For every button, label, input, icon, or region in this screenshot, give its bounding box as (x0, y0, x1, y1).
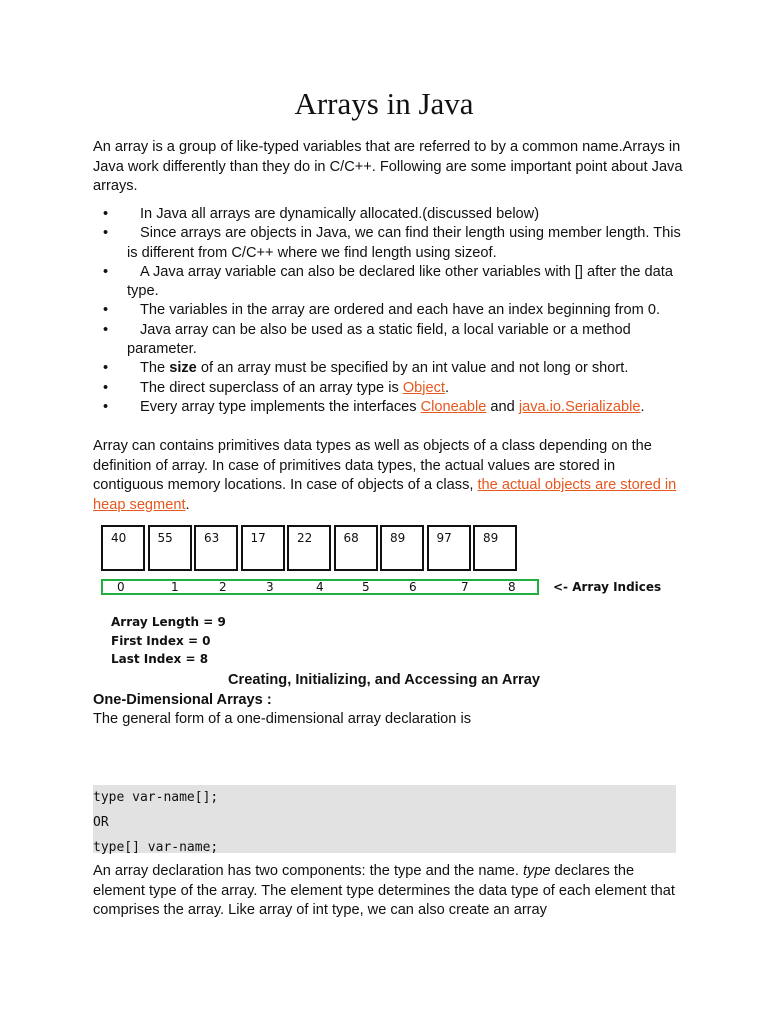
list-item (93, 205, 683, 224)
bullet-icon: • (103, 225, 109, 242)
declaration-paragraph (93, 862, 683, 921)
serializable-link[interactable]: java.io.Serializable (518, 398, 641, 415)
array-indices-row (101, 579, 539, 595)
bullet-icon: • (103, 398, 109, 415)
list-item-text: In Java all arrays are dynamically allocated.(discussed below) (140, 206, 540, 222)
list-item-text (127, 399, 645, 415)
text-segment: The direct superclass of an array type is (140, 379, 403, 396)
bullet-icon: • (103, 302, 109, 319)
text-segment: of an array must be specified by an int value and not long or short. (196, 360, 629, 377)
bullet-icon: • (103, 379, 109, 396)
array-cell: 22 (287, 525, 331, 571)
index-label: 4 (316, 580, 324, 594)
bullet-icon: • (103, 263, 109, 280)
intro-paragraph: An array is a group of like-typed variables that are referred to by a common name.Arrays in Java work differently than they do in C/C++. Following are some important point about Java arrays. (93, 139, 683, 194)
bullet-icon: • (103, 360, 109, 377)
code-block (93, 785, 676, 853)
index-label: 2 (219, 580, 227, 594)
array-cell: 97 (427, 525, 471, 571)
index-label: 0 (117, 580, 125, 594)
array-stats (111, 613, 226, 669)
section-heading: Creating, Initializing, and Accessing an Array (228, 672, 540, 688)
list-item (93, 263, 683, 302)
list-item (93, 301, 683, 320)
text-segment: . (640, 398, 645, 415)
list-item-text: A Java array variable can also be declared like other variables with [] after the data type. (127, 263, 673, 300)
array-cell: 68 (334, 525, 378, 571)
index-label: 8 (508, 580, 516, 594)
bullet-icon: • (103, 321, 109, 338)
last-index-text: Last Index = 8 (111, 652, 209, 666)
bold-term: size (169, 360, 197, 377)
italic-term: type (522, 863, 551, 879)
array-storage-paragraph (93, 437, 683, 515)
general-form-text: The general form of a one-dimensional array declaration is (93, 711, 472, 727)
list-item-text (127, 360, 628, 376)
object-link[interactable]: Object (402, 379, 445, 396)
array-length-text: Array Length = 9 (111, 615, 226, 629)
code-line: OR (93, 815, 109, 830)
bullet-list (93, 205, 683, 417)
page-title: Arrays in Java (294, 86, 474, 121)
index-label: 5 (362, 580, 370, 594)
cloneable-link[interactable]: Cloneable (420, 398, 487, 415)
array-cell: 40 (101, 525, 145, 571)
list-item-text (127, 380, 449, 396)
text-segment: and (486, 398, 519, 415)
list-item-text: The variables in the array are ordered and each have an index beginning from 0. (140, 302, 661, 319)
sub-heading: One-Dimensional Arrays : (93, 692, 272, 708)
list-item (93, 379, 683, 398)
array-cell: 63 (194, 525, 238, 571)
array-indices-caption: <- Array Indices (553, 580, 662, 594)
array-cell: 89 (473, 525, 517, 571)
list-item (93, 224, 683, 263)
text-segment: Array can contains primitives data types as well as objects of a class depending on the definition of array. In case of primitives data types, the actual values are stored in contiguous memory locations. In case of objects of a class, (93, 438, 652, 493)
text-segment: declares the element type of the array. The element type determines the data type of each element that comprises the array. Like array of int type, we can also create an array (93, 863, 675, 918)
text-segment: . (445, 379, 450, 396)
text-segment: . (185, 496, 190, 513)
index-label: 3 (266, 580, 274, 594)
text-segment: An array declaration has two components: the type and the name. (93, 863, 523, 879)
code-line: type var-name[]; (93, 790, 219, 805)
text-segment: Every array type implements the interfaces (140, 398, 421, 415)
list-item-text: Java array can be also be used as a static field, a local variable or a method parameter. (127, 321, 631, 358)
index-label: 7 (461, 580, 469, 594)
index-label: 6 (409, 580, 417, 594)
list-item-text: Since arrays are objects in Java, we can find their length using member length. This is different from C/C++ where we find length using sizeof. (127, 225, 681, 261)
code-line: type[] var-name; (93, 840, 219, 855)
array-cell: 55 (148, 525, 192, 571)
index-label: 1 (171, 580, 179, 594)
array-values-row (101, 525, 517, 571)
bullet-icon: • (103, 206, 109, 222)
heap-segment-link[interactable]: the actual objects are stored in heap segment (93, 477, 677, 513)
list-item (93, 321, 683, 360)
first-index-text: First Index = 0 (111, 633, 211, 648)
array-cell: 89 (380, 525, 424, 571)
text-segment: The (140, 360, 170, 377)
array-cell: 17 (241, 525, 285, 571)
list-item (93, 359, 683, 378)
list-item (93, 398, 683, 417)
